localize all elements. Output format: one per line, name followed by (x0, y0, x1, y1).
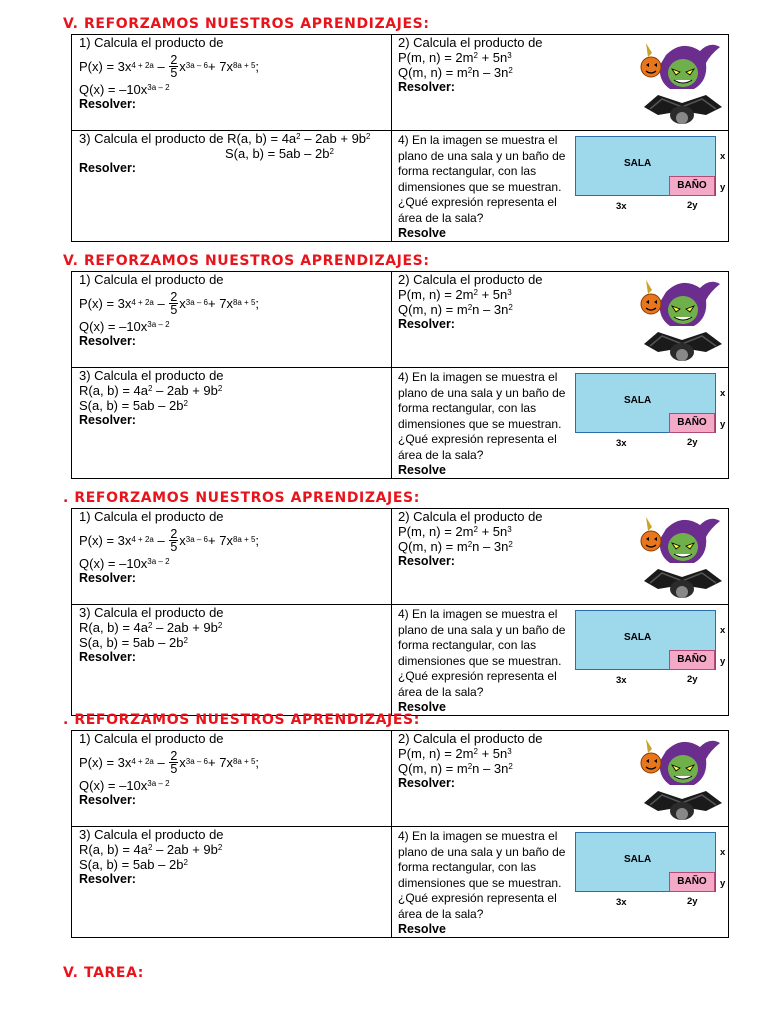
bathroom-rect: BAÑO (669, 413, 715, 433)
exponent: 2 (467, 66, 473, 75)
bathroom-rect: BAÑO (669, 176, 715, 196)
dimension-2y: 2y (687, 674, 698, 685)
p-end: ; (255, 532, 260, 548)
homework-heading: V. TAREA: (63, 965, 144, 981)
s-polynomial (79, 146, 391, 161)
s-polynomial (79, 635, 391, 650)
r-poly-line (79, 620, 391, 635)
goblin-illustration (636, 511, 728, 601)
exponent: 2 (508, 762, 513, 771)
problem-4-line: forma rectangular, con las (398, 164, 537, 178)
fraction: $\frac{2}{5}$ (170, 526, 178, 554)
dimension-x: x (720, 388, 726, 399)
exponent: 2 (467, 540, 473, 549)
s-poly: S(a, b) = 5ab – 2b (225, 146, 330, 161)
resolver-label: Resolver: (79, 413, 136, 427)
r-poly: R(a, b) = 4a (79, 383, 149, 398)
exponent: 2 (296, 132, 301, 141)
problem-4-line: ¿Qué expresión representa el (398, 669, 557, 683)
p-mn: P(m, n) = 2m (398, 287, 474, 302)
problem-4-line: forma rectangular, con las (398, 860, 537, 874)
resolver-label: Resolver: (398, 317, 455, 331)
resolver-label: Resolver: (398, 554, 455, 568)
p-mn: P(m, n) = 2m (398, 746, 474, 761)
problem-4-line: dimensiones que se muestran. (398, 875, 562, 890)
problem-4-cell (392, 368, 728, 478)
exponent: 3 (507, 51, 512, 60)
problem-4-line: dimensiones que se muestran. (398, 416, 562, 431)
room-plan-diagram (574, 372, 734, 450)
problem-2-cell (392, 509, 728, 604)
problem-3-title: 3) Calcula el producto de (79, 131, 224, 146)
problem-2-title: 2) Calcula el producto de (398, 35, 543, 50)
problem-4-line: área de la sala? (398, 210, 484, 225)
p-mn: P(m, n) = 2m (398, 50, 474, 65)
exponent: 2 (148, 843, 153, 852)
problem-1-title: 1) Calcula el producto de (79, 509, 224, 524)
p-mn: P(m, n) = 2m (398, 524, 474, 539)
problem-4-text (398, 827, 573, 938)
problem-3-header (79, 368, 391, 383)
goblin-illustration (636, 37, 728, 127)
r-poly: R(a, b) = 4a (79, 620, 149, 635)
problem-1-cell (72, 35, 392, 130)
exponent: 2 (508, 66, 513, 75)
problem-4-line: 4) En la imagen se muestra el (398, 607, 558, 621)
resolver-label: Resolver: (79, 793, 136, 807)
dimension-3x: 3x (616, 201, 627, 212)
s-polynomial (79, 857, 391, 872)
exponent: 2 (473, 525, 478, 534)
exponent: 2 (217, 621, 223, 630)
p-mn-2: + 5n (477, 50, 508, 65)
resolver-label: Resolver: (398, 80, 455, 94)
living-room-label: SALA (624, 395, 652, 406)
fraction: $\frac{2}{5}$ (170, 289, 178, 317)
problem-4-line: ¿Qué expresión representa el (398, 891, 557, 905)
exponent: 2 (473, 747, 478, 756)
problem-3-cell (72, 605, 392, 715)
dimension-3x: 3x (616, 897, 627, 908)
problem-4-line: ¿Qué expresión representa el (398, 195, 557, 209)
p-end: ; (255, 754, 260, 770)
resolver-label: Resolver: (79, 650, 136, 664)
section-heading: V. REFORZAMOS NUESTROS APRENDIZAJES: (63, 16, 430, 32)
resolver-label: Resolver: (79, 161, 136, 175)
exponent: 2 (473, 51, 478, 60)
problem-3-title: 3) Calcula el producto de (79, 605, 224, 620)
dimension-2y: 2y (687, 200, 698, 211)
problem-4-cell (392, 605, 728, 715)
problem-4-text (398, 605, 573, 716)
resolver-label: Resolver: (79, 97, 136, 111)
section-heading: V. REFORZAMOS NUESTROS APRENDIZAJES: (63, 253, 430, 269)
problem-4-text (398, 368, 573, 479)
problem-3-cell (72, 827, 392, 937)
p-plus: + 7x (208, 295, 233, 311)
s-poly: S(a, b) = 5ab – 2b (79, 398, 184, 413)
exercise-row (72, 35, 728, 130)
problem-3-cell (72, 131, 392, 241)
resolver-label: Resolver: (79, 571, 136, 585)
p-end: ; (255, 58, 260, 74)
q-prefix: Q(x) = –10x (79, 778, 148, 793)
exponent: 2 (473, 288, 478, 297)
q-mn-2: n – 3n (472, 539, 509, 554)
dimension-x: x (720, 847, 726, 858)
exponent: 3 (507, 525, 512, 534)
dimension-2y: 2y (687, 896, 698, 907)
dimension-3x: 3x (616, 438, 627, 449)
problem-4-line: plano de una sala y un baño de (398, 385, 566, 400)
q-prefix: Q(x) = –10x (79, 82, 148, 97)
problem-4-line: plano de una sala y un baño de (398, 622, 566, 637)
dimension-y: y (720, 656, 726, 667)
resolver-label: Resolver: (79, 334, 136, 348)
problem-4-line: forma rectangular, con las (398, 638, 537, 652)
problem-1-title: 1) Calcula el producto de (79, 35, 224, 50)
p-mn-2: + 5n (477, 287, 508, 302)
problem-1-cell (72, 509, 392, 604)
q-prefix: Q(x) = –10x (79, 556, 148, 571)
problem-4-line: dimensiones que se muestran. (398, 653, 562, 668)
r-poly-line (79, 383, 391, 398)
exponent: 2 (366, 132, 371, 141)
room-plan-diagram (574, 831, 734, 909)
s-poly: S(a, b) = 5ab – 2b (79, 857, 184, 872)
p-plus: + 7x (208, 58, 233, 74)
dimension-x: x (720, 151, 726, 162)
r-poly-mid: – 2ab + 9b (152, 383, 218, 398)
q-mn: Q(m, n) = m (398, 539, 468, 554)
resolve-label: Resolve (398, 226, 446, 240)
problem-1-cell (72, 272, 392, 367)
p-polynomial: P(x) = 3x 4 + 2a – $\frac{2}{5}$ x 3a – 6 + 7x 8a + 5 ; (79, 289, 260, 317)
problem-1-title: 1) Calcula el producto de (79, 731, 224, 746)
p-mn-2: + 5n (477, 524, 508, 539)
living-room-label: SALA (624, 854, 652, 865)
problem-4-cell (392, 827, 728, 937)
p-polynomial: P(x) = 3x 4 + 2a – $\frac{2}{5}$ x 3a – 6 + 7x 8a + 5 ; (79, 526, 260, 554)
problem-2-title: 2) Calcula el producto de (398, 509, 543, 524)
exponent: 2 (508, 303, 513, 312)
problem-4-line: plano de una sala y un baño de (398, 844, 566, 859)
exponent: 2 (217, 384, 223, 393)
problem-2-cell (392, 272, 728, 367)
s-polynomial (79, 398, 391, 413)
exponent: 2 (148, 621, 153, 630)
exercise-row (72, 367, 728, 478)
resolver-label: Resolver: (398, 776, 455, 790)
p-polynomial: P(x) = 3x 4 + 2a – $\frac{2}{5}$ x 3a – 6 + 7x 8a + 5 ; (79, 52, 260, 80)
resolve-label: Resolve (398, 922, 446, 936)
dimension-x: x (720, 625, 726, 636)
dimension-2y: 2y (687, 437, 698, 448)
exercise-table (71, 34, 729, 242)
problem-3-header (79, 131, 391, 146)
problem-1-cell (72, 731, 392, 826)
p-plus: + 7x (208, 754, 233, 770)
exponent: 3a – 2 (147, 83, 170, 92)
q-polynomial (79, 82, 391, 97)
q-polynomial (79, 319, 391, 334)
q-mn-2: n – 3n (472, 761, 509, 776)
p-mn-2: + 5n (477, 746, 508, 761)
exponent: 2 (183, 399, 188, 408)
exercise-row (72, 130, 728, 241)
fraction: $\frac{2}{5}$ (170, 52, 178, 80)
r-poly: R(a, b) = 4a (223, 131, 297, 146)
dimension-3x: 3x (616, 675, 627, 686)
problem-4-cell (392, 131, 728, 241)
exponent: 2 (183, 636, 188, 645)
problem-4-line: 4) En la imagen se muestra el (398, 829, 558, 843)
problem-4-line: área de la sala? (398, 906, 484, 921)
exercise-table (71, 730, 729, 938)
exponent: 2 (183, 858, 188, 867)
problem-3-title: 3) Calcula el producto de (79, 827, 224, 842)
q-polynomial (79, 556, 391, 571)
bathroom-rect: BAÑO (669, 872, 715, 892)
problem-2-cell (392, 35, 728, 130)
exercise-row (72, 826, 728, 937)
section-heading: . REFORZAMOS NUESTROS APRENDIZAJES: (63, 490, 420, 506)
r-poly-mid: – 2ab + 9b (152, 842, 218, 857)
bathroom-rect: BAÑO (669, 650, 715, 670)
p-mid: x (179, 295, 186, 311)
p-plus: + 7x (208, 532, 233, 548)
q-polynomial (79, 778, 391, 793)
resolver-label: Resolver: (79, 872, 136, 886)
exercise-row (72, 509, 728, 604)
problem-2-title: 2) Calcula el producto de (398, 731, 543, 746)
p-mid: x (179, 754, 186, 770)
exponent: 3a – 2 (147, 557, 170, 566)
q-mn: Q(m, n) = m (398, 65, 468, 80)
exponent: 3a – 2 (147, 779, 170, 788)
problem-1-title: 1) Calcula el producto de (79, 272, 224, 287)
fraction: $\frac{2}{5}$ (170, 748, 178, 776)
problem-3-title: 3) Calcula el producto de (79, 368, 224, 383)
exponent: 3 (507, 747, 512, 756)
problem-4-line: área de la sala? (398, 447, 484, 462)
problem-3-cell (72, 368, 392, 478)
p-prefix: P(x) = 3x (79, 754, 132, 770)
p-prefix: P(x) = 3x (79, 58, 132, 74)
p-end: ; (255, 295, 260, 311)
resolve-label: Resolve (398, 700, 446, 714)
goblin-illustration (636, 733, 728, 823)
q-prefix: Q(x) = –10x (79, 319, 148, 334)
exponent: 3 (507, 288, 512, 297)
exponent: 2 (467, 762, 473, 771)
problem-4-line: dimensiones que se muestran. (398, 179, 562, 194)
problem-4-line: 4) En la imagen se muestra el (398, 133, 558, 147)
exercise-row (72, 272, 728, 367)
problem-2-title: 2) Calcula el producto de (398, 272, 543, 287)
dimension-y: y (720, 419, 726, 430)
dimension-y: y (720, 878, 726, 889)
p-prefix: P(x) = 3x (79, 295, 132, 311)
exercise-table (71, 508, 729, 716)
r-poly-mid: – 2ab + 9b (300, 131, 367, 146)
q-mn: Q(m, n) = m (398, 302, 468, 317)
p-polynomial: P(x) = 3x 4 + 2a – $\frac{2}{5}$ x 3a – 6 + 7x 8a + 5 ; (79, 748, 260, 776)
section-heading: . REFORZAMOS NUESTROS APRENDIZAJES: (63, 712, 420, 728)
problem-4-line: 4) En la imagen se muestra el (398, 370, 558, 384)
q-mn-2: n – 3n (472, 65, 509, 80)
exponent: 2 (329, 147, 334, 156)
dimension-y: y (720, 182, 726, 193)
living-room-label: SALA (624, 632, 652, 643)
exercise-row (72, 604, 728, 715)
r-poly: R(a, b) = 4a (79, 842, 149, 857)
exercise-row (72, 731, 728, 826)
problem-4-line: ¿Qué expresión representa el (398, 432, 557, 446)
exponent: 2 (508, 540, 513, 549)
room-plan-diagram (574, 609, 734, 687)
problem-3-header (79, 605, 391, 620)
r-poly-mid: – 2ab + 9b (152, 620, 218, 635)
problem-4-line: área de la sala? (398, 684, 484, 699)
r-poly-line (79, 842, 391, 857)
q-mn: Q(m, n) = m (398, 761, 468, 776)
exponent: 2 (217, 843, 223, 852)
living-room-label: SALA (624, 158, 652, 169)
problem-4-line: forma rectangular, con las (398, 401, 537, 415)
exponent: 2 (467, 303, 473, 312)
p-mid: x (179, 532, 186, 548)
resolve-label: Resolve (398, 463, 446, 477)
exercise-table (71, 271, 729, 479)
problem-3-header (79, 827, 391, 842)
s-poly: S(a, b) = 5ab – 2b (79, 635, 184, 650)
problem-4-text (398, 131, 573, 242)
q-mn-2: n – 3n (472, 302, 509, 317)
p-mid: x (179, 58, 186, 74)
exponent: 3a – 2 (147, 320, 170, 329)
exponent: 2 (148, 384, 153, 393)
room-plan-diagram (574, 135, 734, 213)
problem-4-line: plano de una sala y un baño de (398, 148, 566, 163)
problem-2-cell (392, 731, 728, 826)
goblin-illustration (636, 274, 728, 364)
p-prefix: P(x) = 3x (79, 532, 132, 548)
